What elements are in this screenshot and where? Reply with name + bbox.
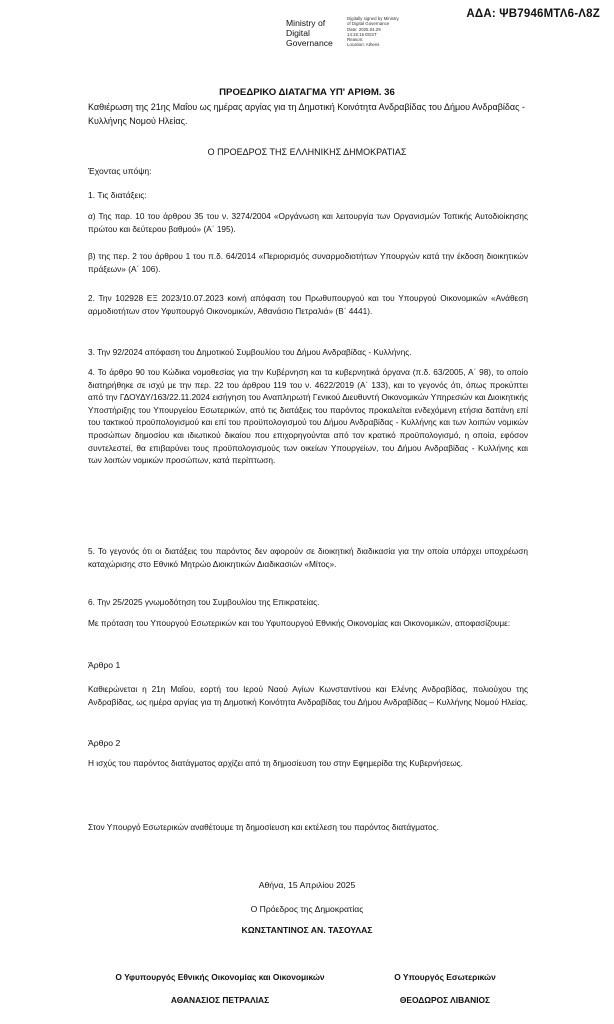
- decree-title: ΠΡΟΕΔΡΙΚΟ ΔΙΑΤΑΓΜΑ ΥΠ' ΑΡΙΘΜ. 36: [219, 87, 395, 98]
- date-line: Αθήνα, 15 Απριλίου 2025: [258, 880, 356, 890]
- article-1-heading: Άρθρο 1: [88, 660, 121, 670]
- signatory-left-title: Ο Υφυπουργός Εθνικής Οικονομίας και Οικονομικών: [115, 972, 325, 982]
- proposal: Με πρόταση του Υπουργού Εσωτερικών και του Υφυπουργού Εθνικής Οικονομίας και Οικονομικών, αποφασίζουμε:: [88, 618, 511, 628]
- item-4: 4. Το άρθρο 90 του Κώδικα νομοθεσίας για την Κυβέρνηση και τα κυβερνητικά όργανα (π.δ. 63/2005, Α΄ 98), το οποίο διατηρήθηκε σε ισχύ με την περ. 22 του άρθρου 119 του ν. 4622/2019 (Α΄ 133), και το γεγονός ότι, όπως προκύπτει από την ΓΔΟΥΔΥ/163/22.11.2024 εισήγηση του Αναπληρωτή Γενικού Διευθυντή Οικονομικών Υπηρεσιών και Διοικητικής Υποστήριξης του Υπουργείου Εσωτερικών, από τις διατάξεις του παρόντος προκαλείται ενδεχόμενη ετήσια δαπάνη επί του τακτικού προϋπολογισμού και επί του προϋπολογισμού του Δήμου Ανδραβίδας - Κυλλήνης και των λοιπών νομικών προσώπων δημοσίου και ιδιωτικού δικαίου που επιχορηγούνται από τον κρατικό προϋπολογισμό, η οποία, εφόσον συντελεστεί, θα επιβαρύνει τους προϋπολογισμούς των οικείων Υπουργείων, του Δήμου Ανδραβίδας - Κυλλήνης και των λοιπών νομικών προσώπων, κατά περίπτωση.: [88, 367, 528, 466]
- ministry-logo: [286, 18, 346, 48]
- item-1: 1. Τις διατάξεις:: [88, 190, 147, 200]
- signature-line: Location: Athens: [347, 42, 380, 48]
- article-1-text: Καθιερώνεται η 21η Μαΐου, εορτή του Ιερού Ναού Αγίων Κωνσταντίνου και Ελένης Ανδραβίδας, πολιούχου της Ανδραβίδας, ως ημέρα αργίας για τη Δημοτική Κοινότητα Ανδραβίδας του Δήμου Ανδραβίδας – Κυλλήνης Νομού Ηλείας.: [88, 684, 528, 707]
- signature-line: of Digital Governance: [347, 21, 390, 27]
- signature-line: Digitally signed by Ministry: [347, 16, 399, 21]
- item-1a: α) Της παρ. 10 του άρθρου 35 του ν. 3274/2004 «Οργάνωση και λειτουργία των Οργανισμών Τοπικής Αυτοδιοίκησης πρώτου και δεύτερου βαθμού» (Α΄ 195).: [88, 211, 528, 234]
- digital-signature-stamp: [347, 16, 437, 48]
- item-2: 2. Την 102928 ΕΞ 2023/10.07.2023 κοινή απόφαση του Πρωθυπουργού και του Υπουργού Οικονομικών «Ανάθεση αρμοδιοτήτων στον Υφυπουργό Οικονομικών, Αθανάσιο Πετραλιά» (Β΄ 4441).: [88, 293, 528, 316]
- having-regard: Έχοντας υπόψη:: [88, 166, 152, 176]
- signature-line: Reason:: [347, 37, 364, 43]
- decree-subject: Καθιέρωση της 21ης Μαΐου ως ημέρας αργίας για τη Δημοτική Κοινότητα Ανδραβίδας του Δήμου Ανδραβίδας - Κυλλήνης Νομού Ηλείας.: [88, 102, 525, 126]
- item-1b: β) της περ. 2 του άρθρου 1 του π.δ. 64/2014 «Περιορισμός συναρμοδιοτήτων Υπουργών κατά την έκδοση διοικητικών πράξεων» (Α΄ 106).: [88, 251, 528, 274]
- logo-line: Digital: [286, 28, 310, 38]
- logo-line: Governance: [286, 38, 333, 48]
- signature-line: 14:15:16 EEST: [347, 31, 377, 37]
- president-heading: Ο ΠΡΟΕΔΡΟΣ ΤΗΣ ΕΛΛΗΝΙΚΗΣ ΔΗΜΟΚΡΑΤΙΑΣ: [207, 147, 407, 157]
- closing-text: Στον Υπουργό Εσωτερικών αναθέτουμε τη δημοσίευση και εκτέλεση του παρόντος διατάγματος.: [88, 822, 439, 832]
- item-5: 5. Το γεγονός ότι οι διατάξεις του παρόντος δεν αφορούν σε διοικητική διαδικασία για την οποία υπάρχει υποχρέωση καταχώρισης στο Εθνικό Μητρώο Διοικητικών Διαδικασιών «Μίτος».: [88, 546, 528, 569]
- ada-code: ΑΔΑ: ΨΒ7946ΜΤΛ6-Λ8Ζ: [466, 8, 600, 20]
- item-3: 3. Την 92/2024 απόφαση του Δημοτικού Συμβουλίου του Δήμου Ανδραβίδας - Κυλλήνης.: [88, 347, 412, 357]
- signatory-left-name: ΑΘΑΝΑΣΙΟΣ ΠΕΤΡΑΛΙΑΣ: [170, 995, 270, 1005]
- article-2-heading: Άρθρο 2: [88, 738, 121, 748]
- item-6: 6. Την 25/2025 γνωμοδότηση του Συμβουλίου της Επικρατείας.: [88, 597, 320, 607]
- signatory-right-title: Ο Υπουργός Εσωτερικών: [394, 972, 496, 982]
- article-2-text: Η ισχύς του παρόντος διατάγματος αρχίζει από τη δημοσίευση του στην Εφημερίδα της Κυβερνήσεως.: [88, 758, 463, 768]
- president-name: ΚΩΝΣΤΑΝΤΙΝΟΣ ΑΝ. ΤΑΣΟΥΛΑΣ: [241, 925, 373, 935]
- logo-line: Ministry of: [286, 18, 326, 28]
- signature-line: Date: 2025.04.29: [347, 26, 381, 32]
- president-title: Ο Πρόεδρος της Δημοκρατίας: [250, 904, 364, 914]
- signatory-right-name: ΘΕΟΔΩΡΟΣ ΛΙΒΑΝΙΟΣ: [399, 995, 491, 1005]
